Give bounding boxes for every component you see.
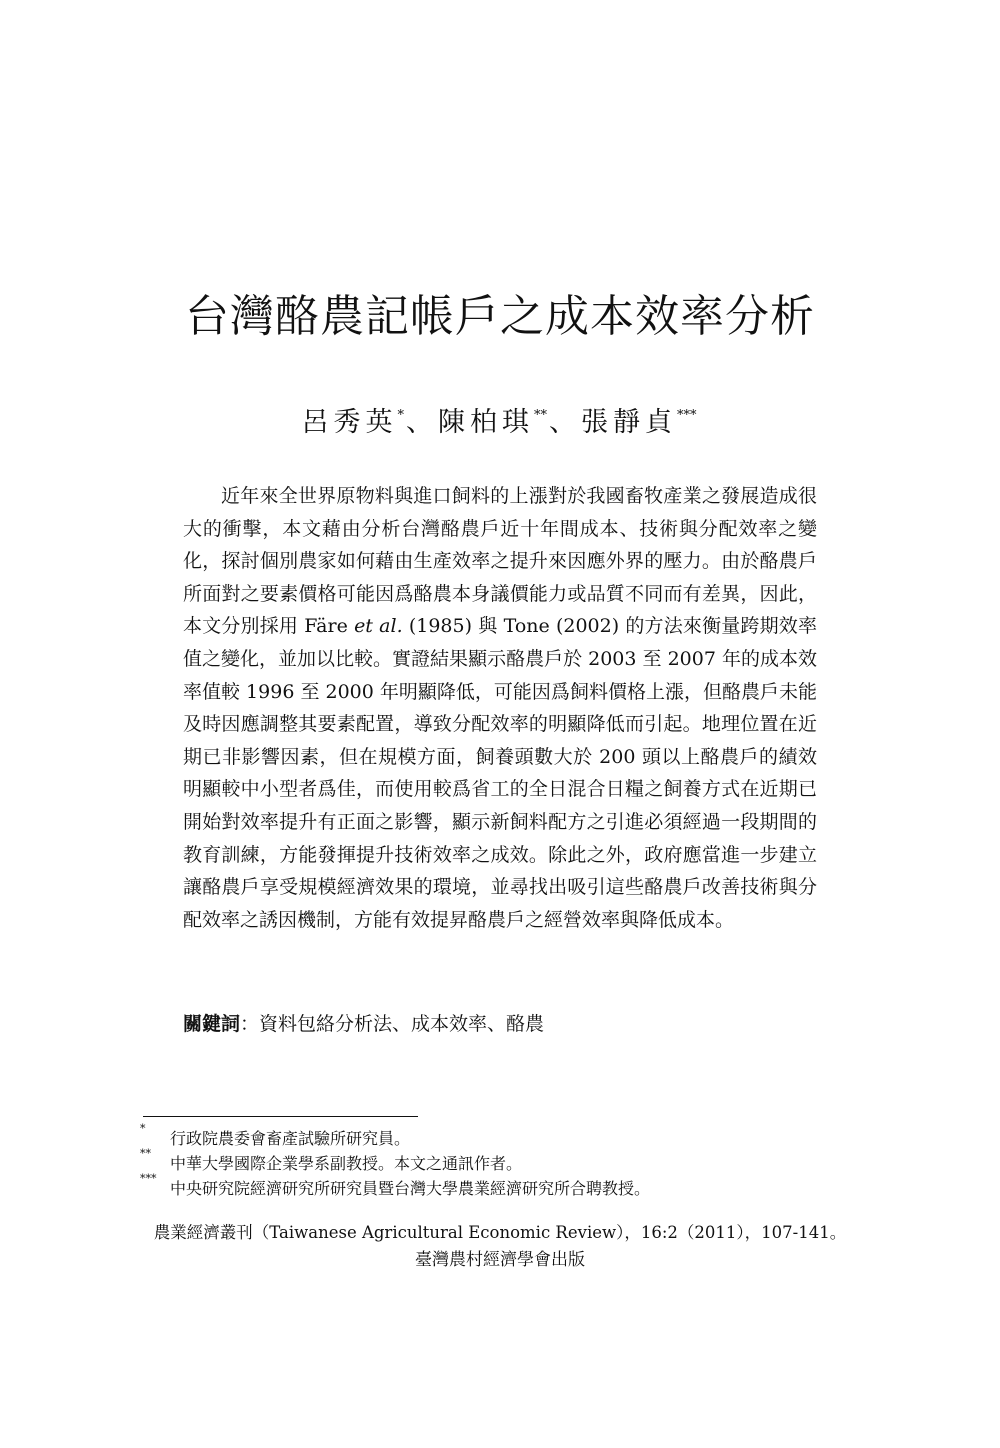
author-name: 呂秀英 bbox=[301, 407, 398, 438]
author-list bbox=[0, 396, 1000, 443]
author-separator: 、 bbox=[406, 407, 438, 438]
abstract-text-cont: (1985) 與 Tone (2002) 的方法來衡量跨期效率值之變化，並加以比較。實證結果顯示酪農戶於 2003 至 2007 年的成本效率值較 1996 至 2000 年明顯降低，可能因爲飼料價格上漲，但酪農戶未能及時因應調整其要素配置，導致分配效率的明顯降低而引起。地理位置在近期已非影響因素，但在規模方面，飼養頭數大於 200 頭以上酪農戶的績效明顯較中小型者爲佳，而使用較爲省工的全日混合日糧之飼養方式在近期已開始對效率提升有正面之影響，顯示新飼料配方之引進必須經過一段期間的教育訓練，方能發揮提升技術效率之成效。除此之外，政府應當進一步建立讓酪農戶享受規模經濟效果的環境，並尋找出吸引這些酪農戶改善技術與分配效率之誘因機制，方能有效提昇酪農戶之經營效率與降低成本。 bbox=[183, 615, 817, 931]
footnote-text: 行政院農委會畜產試驗所研究員。 bbox=[170, 1129, 411, 1148]
footnote-mark: * bbox=[140, 1122, 146, 1135]
footnotes bbox=[140, 1122, 860, 1201]
abstract-italic: et al. bbox=[354, 615, 403, 638]
footnote-mark: ** bbox=[140, 1147, 151, 1160]
journal-citation-text: 農業經濟叢刊（Taiwanese Agricultural Economic Review），16:2（2011），107-141。 bbox=[153, 1223, 847, 1242]
author-separator: 、 bbox=[549, 407, 581, 438]
author-footnote-mark: * bbox=[397, 408, 404, 423]
paper-title: 台灣酪農記帳戶之成本效率分析 bbox=[185, 291, 815, 342]
footnote-divider bbox=[143, 1116, 418, 1117]
keywords-text: 資料包絡分析法、成本效率、酪農 bbox=[259, 1013, 545, 1035]
footnote bbox=[140, 1122, 860, 1151]
abstract bbox=[183, 480, 817, 936]
journal-citation bbox=[0, 1219, 1000, 1247]
author-footnote-mark: *** bbox=[677, 408, 697, 423]
keywords-label: 關鍵詞 bbox=[183, 1013, 241, 1035]
footnote-mark: *** bbox=[140, 1172, 157, 1185]
keywords-separator: ： bbox=[240, 1013, 260, 1035]
abstract-text: 近年來全世界原物料與進口飼料的上漲對於我國畜牧產業之發展造成很大的衝擊，本文藉由分析台灣酪農戶近十年間成本、技術與分配效率之變化，探討個別農家如何藉由生產效率之提升來因應外界的壓力。由於酪農戶所面對之要素價格可能因爲酪農本身議價能力或品質不同而有差異，因此，本文分別採用 Färe bbox=[183, 485, 817, 638]
footnote-text: 中華大學國際企業學系副教授。本文之通訊作者。 bbox=[170, 1154, 523, 1173]
footnote bbox=[140, 1147, 860, 1176]
author-name: 張靜貞 bbox=[581, 407, 677, 438]
publisher-text: 臺灣農村經濟學會出版 bbox=[415, 1250, 585, 1270]
footnote bbox=[140, 1172, 860, 1201]
footnote-text: 中央研究院經濟研究所研究員暨台灣大學農業經濟研究所合聘教授。 bbox=[170, 1179, 651, 1198]
publisher-line bbox=[0, 1246, 1000, 1274]
keywords bbox=[183, 1008, 817, 1040]
author-footnote-mark: ** bbox=[534, 408, 547, 423]
author-name: 陳柏琪 bbox=[438, 407, 534, 438]
